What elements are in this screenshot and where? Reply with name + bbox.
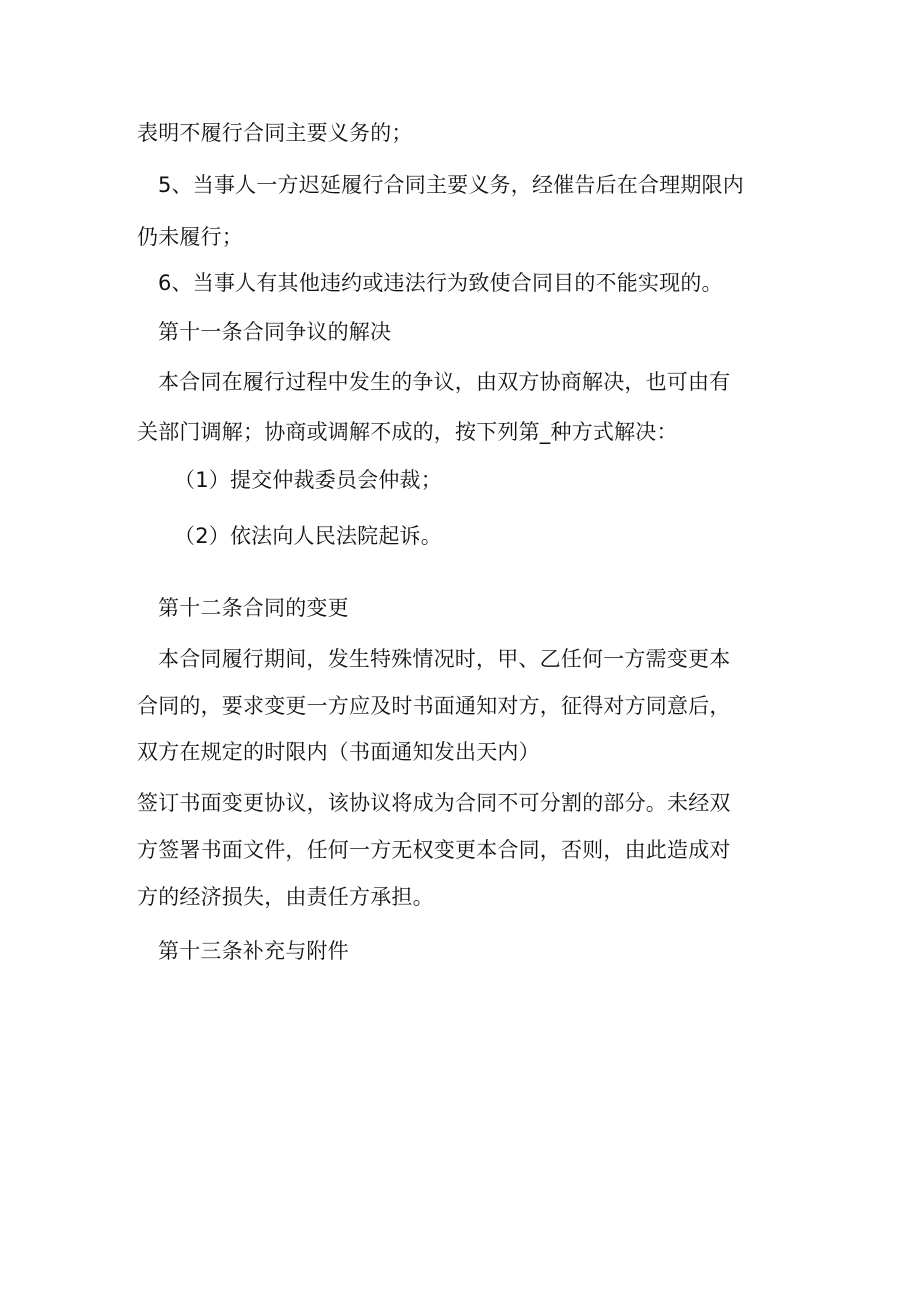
paragraph-line: 双方在规定的时限内（书面通知发出天内） bbox=[137, 740, 540, 764]
paragraph-line: 合同的，要求变更一方应及时书面通知对方，征得对方同意后， bbox=[137, 694, 731, 718]
paragraph-line: 关部门调解；协商或调解不成的，按下列第_种方式解决： bbox=[137, 420, 678, 444]
option-item-1: （1）提交仲裁委员会仲裁； bbox=[174, 468, 442, 492]
paragraph-line: 本合同在履行过程中发生的争议，由双方协商解决，也可由有 bbox=[158, 370, 731, 394]
paragraph-line: 仍未履行； bbox=[137, 225, 243, 249]
section-heading-12: 第十二条合同的变更 bbox=[158, 596, 349, 620]
list-item-6: 6、当事人有其他违约或违法行为致使合同目的不能实现的。 bbox=[158, 271, 723, 295]
paragraph-line: 签订书面变更协议，该协议将成为合同不可分割的部分。未经双 bbox=[137, 791, 731, 815]
section-heading-11: 第十一条合同争议的解决 bbox=[158, 320, 392, 344]
paragraph-line: 方签署书面文件，任何一方无权变更本合同，否则，由此造成对 bbox=[137, 838, 731, 862]
paragraph-line: 本合同履行期间，发生特殊情况时，甲、乙任何一方需变更本 bbox=[158, 647, 731, 671]
section-heading-13: 第十三条补充与附件 bbox=[158, 939, 349, 963]
option-item-2: （2）依法向人民法院起诉。 bbox=[174, 524, 442, 548]
paragraph-line: 方的经济损失，由责任方承担。 bbox=[137, 885, 434, 909]
list-item-5: 5、当事人一方迟延履行合同主要义务，经催告后在合理期限内 bbox=[158, 173, 744, 197]
paragraph-line: 表明不履行合同主要义务的； bbox=[137, 121, 413, 145]
